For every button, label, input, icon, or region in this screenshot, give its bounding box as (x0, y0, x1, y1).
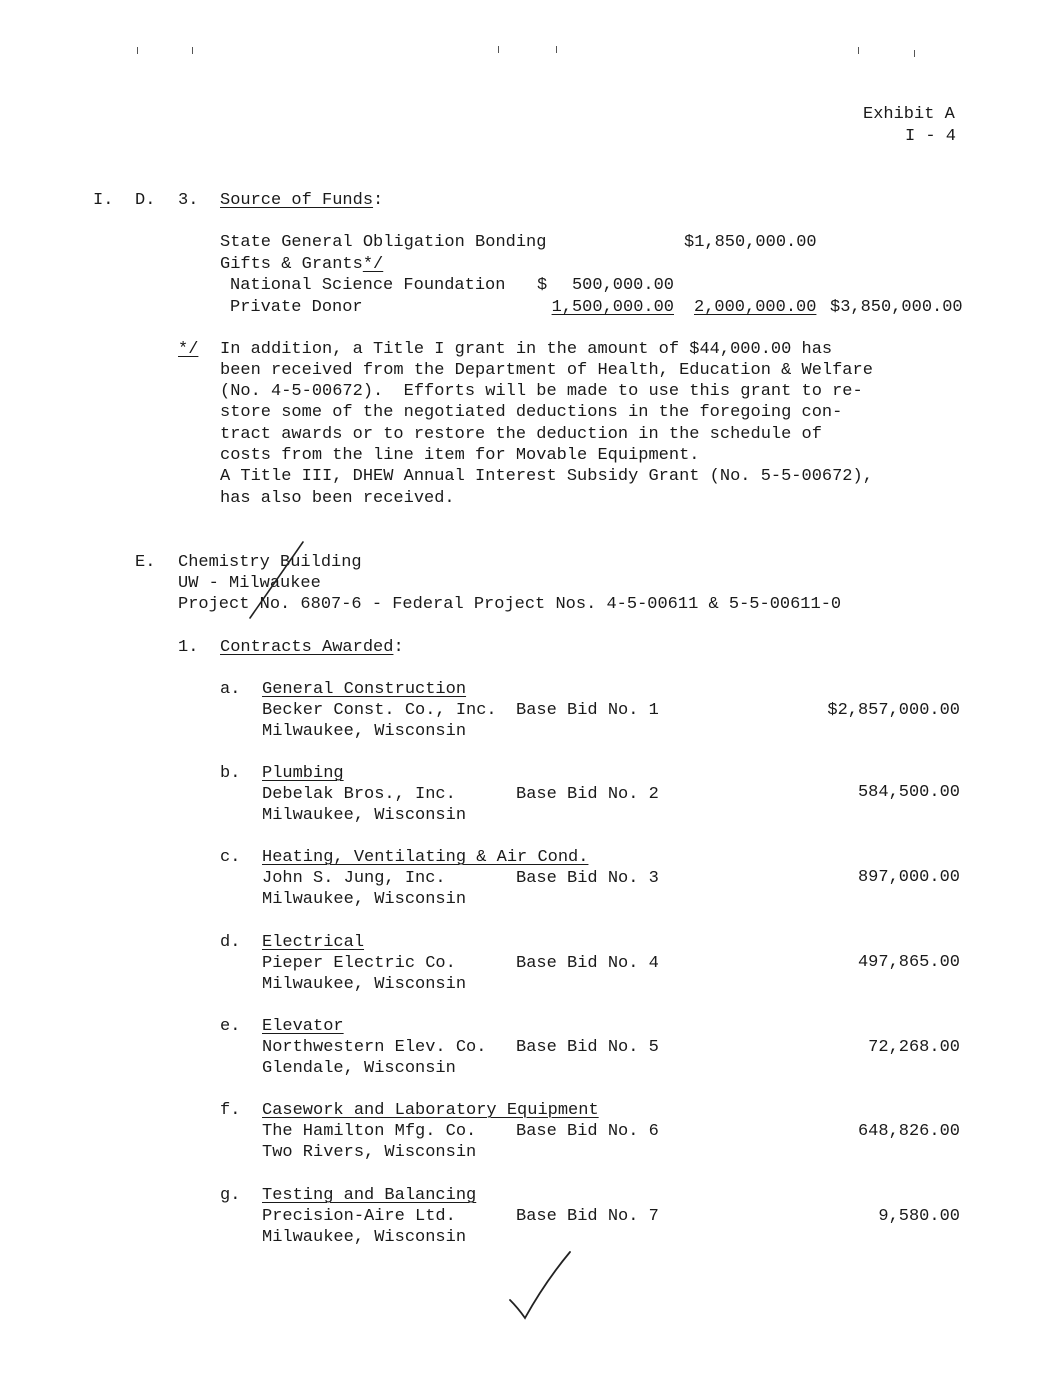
check-mark-icon (510, 1252, 570, 1318)
base-bid: Base Bid No. 6 (516, 1122, 659, 1141)
grand-total: $3,850,000.00 (830, 298, 963, 317)
contract-amount: 897,000.00 (857, 868, 960, 887)
footnote-line: costs from the line item for Movable Equipment. (220, 446, 700, 465)
contractor-location: Milwaukee, Wisconsin (262, 722, 467, 741)
contract-trade: Testing and Balancing (262, 1186, 477, 1205)
gifts-grants-text: Gifts & Grants (220, 255, 363, 274)
outline-number-3: 3. (178, 191, 199, 210)
contract-letter: e. (220, 1017, 241, 1036)
nsf-dollar-sign: $ (537, 276, 548, 295)
base-bid: Base Bid No. 1 (516, 701, 659, 720)
contract-letter: d. (220, 933, 241, 952)
contractor-name: The Hamilton Mfg. Co. (262, 1122, 477, 1141)
footnote-line: been received from the Department of Health, Education & Welfare (220, 361, 873, 380)
outline-number-i: I. (93, 191, 114, 210)
contract-letter: c. (220, 848, 241, 867)
nsf-amount: 500,000.00 (571, 276, 674, 295)
private-donor-label: Private Donor (230, 298, 363, 317)
building-name: Chemistry Building (178, 553, 362, 572)
heading-text: Contracts Awarded (220, 638, 394, 657)
contractor-location: Milwaukee, Wisconsin (262, 975, 467, 994)
contractor-location: Milwaukee, Wisconsin (262, 890, 467, 909)
heading-colon: : (373, 191, 384, 210)
slash-mark-icon (250, 542, 303, 618)
private-donor-amount: 1,500,000.00 (551, 298, 674, 317)
state-bonding-label: State General Obligation Bonding (220, 233, 547, 252)
contract-amount: 584,500.00 (857, 783, 960, 802)
base-bid: Base Bid No. 2 (516, 785, 659, 804)
contract-trade: Plumbing (262, 764, 344, 783)
contract-amount: 648,826.00 (857, 1122, 960, 1141)
base-bid: Base Bid No. 5 (516, 1038, 659, 1057)
contractor-name: Precision-Aire Ltd. (262, 1207, 456, 1226)
contractor-location: Two Rivers, Wisconsin (262, 1143, 477, 1162)
contract-letter: g. (220, 1186, 241, 1205)
outline-letter-e: E. (135, 553, 156, 572)
campus-name: UW - Milwaukee (178, 574, 321, 593)
contract-trade: General Construction (262, 680, 467, 699)
outline-number-1: 1. (178, 638, 199, 657)
base-bid: Base Bid No. 7 (516, 1207, 659, 1226)
footnote-line: store some of the negotiated deductions in the foregoing con- (220, 403, 843, 422)
footnote-line: tract awards or to restore the deduction in the schedule of (220, 425, 822, 444)
heading-colon: : (393, 638, 404, 657)
contract-amount: 72,268.00 (868, 1038, 960, 1057)
base-bid: Base Bid No. 4 (516, 954, 659, 973)
contract-trade: Elevator (262, 1017, 344, 1036)
heading-text: Source of Funds (220, 191, 374, 210)
contract-letter: f. (220, 1101, 241, 1120)
contractor-name: Debelak Bros., Inc. (262, 785, 456, 804)
contractor-name: Becker Const. Co., Inc. (262, 701, 497, 720)
contractor-location: Milwaukee, Wisconsin (262, 806, 467, 825)
contractor-name: Northwestern Elev. Co. (262, 1038, 487, 1057)
nsf-label: National Science Foundation (230, 276, 506, 295)
contract-amount: 9,580.00 (878, 1207, 960, 1226)
contract-amount: 497,865.00 (857, 953, 960, 972)
base-bid: Base Bid No. 3 (516, 869, 659, 888)
contractor-location: Glendale, Wisconsin (262, 1059, 456, 1078)
footnote-marker: */ (178, 340, 199, 359)
project-number-line: Project No. 6807-6 - Federal Project Nos. 4-5-00611 & 5-5-00611-0 (178, 595, 842, 614)
contract-amount: $2,857,000.00 (827, 701, 960, 720)
state-bonding-amount: $1,850,000.00 (684, 233, 817, 252)
gifts-subtotal: 2,000,000.00 (694, 298, 817, 317)
exhibit-label: Exhibit A (863, 105, 955, 124)
footnote-line: has also been received. (220, 489, 455, 508)
footnote-reference: */ (362, 255, 384, 274)
contract-trade: Heating, Ventilating & Air Cond. (262, 848, 589, 867)
contractor-location: Milwaukee, Wisconsin (262, 1228, 467, 1247)
footnote-line: A Title III, DHEW Annual Interest Subsidy Grant (No. 5-5-00672), (220, 467, 873, 486)
contract-letter: b. (220, 764, 241, 783)
contractor-name: John S. Jung, Inc. (262, 869, 446, 888)
contract-letter: a. (220, 680, 241, 699)
footnote-line: (No. 4-5-00672). Efforts will be made to use this grant to re- (220, 382, 863, 401)
contract-trade: Casework and Laboratory Equipment (262, 1101, 599, 1120)
contract-trade: Electrical (262, 933, 365, 952)
page-reference: I - 4 (905, 127, 957, 146)
footnote-line: In addition, a Title I grant in the amount of $44,000.00 has (220, 340, 833, 359)
outline-number-d: D. (135, 191, 156, 210)
contractor-name: Pieper Electric Co. (262, 954, 456, 973)
